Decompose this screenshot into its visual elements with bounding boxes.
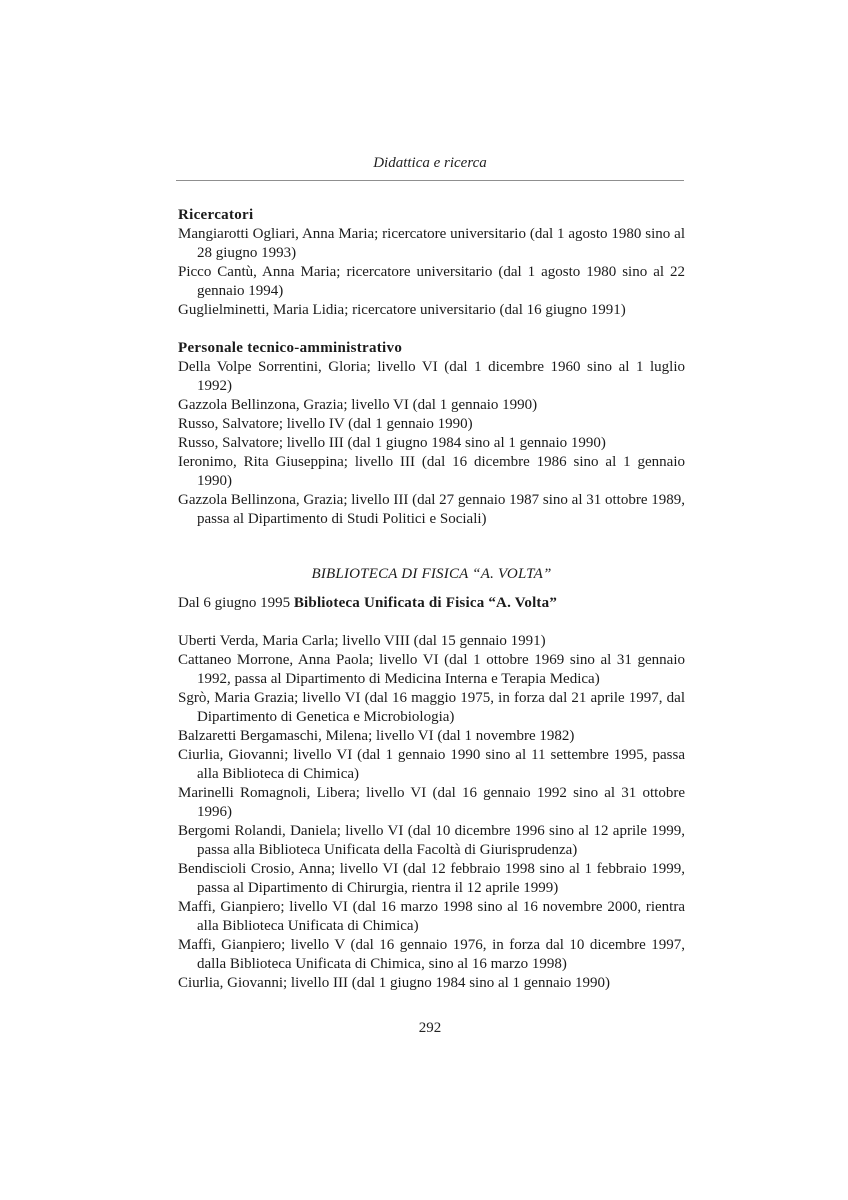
personnel-entry: Marinelli Romagnoli, Libera; livello VI (dal 16 gennaio 1992 sino al 31 ottobre 1996): [178, 785, 685, 820]
personnel-entry: Uberti Verda, Maria Carla; livello VIII (dal 15 gennaio 1991): [178, 633, 546, 649]
personnel-entry: Guglielminetti, Maria Lidia; ricercatore universitario (dal 16 giugno 1991): [178, 302, 626, 318]
personnel-entry: Maffi, Gianpiero; livello VI (dal 16 marzo 1998 sino al 16 novembre 2000, rientra alla Biblioteca Unificata di Chimica): [178, 899, 685, 934]
page-number: 292: [418, 1020, 442, 1036]
personnel-entry: Bendiscioli Crosio, Anna; livello VI (dal 12 febbraio 1998 sino al 1 febbraio 1999, passa al Dipartimento di Chirurgia, rientra il 12 aprile 1999): [178, 861, 685, 896]
section-ricercatori: [178, 206, 685, 320]
personnel-entry: Ciurlia, Giovanni; livello III (dal 1 giugno 1984 sino al 1 gennaio 1990): [178, 975, 611, 991]
biblioteca-section-title: BIBLIOTECA DI FISICA “A. VOLTA”: [311, 566, 552, 582]
page-content: [178, 206, 685, 993]
personnel-entry: Ieronimo, Rita Giuseppina; livello III (dal 16 dicembre 1986 sino al 1 gennaio 1990): [178, 454, 685, 489]
running-header: Didattica e ricerca: [373, 155, 487, 171]
personnel-entry: Gazzola Bellinzona, Grazia; livello III (dal 27 gennaio 1987 sino al 31 ottobre 1989, passa al Dipartimento di Studi Politici e Sociali): [178, 492, 685, 527]
header-rule: [176, 180, 684, 181]
biblioteca-intro-line: [178, 594, 685, 613]
biblioteca-intro-bold-title: Biblioteca Unificata di Fisica “A. Volta”: [293, 595, 558, 611]
section-heading-ricercatori: Ricercatori: [178, 207, 254, 223]
personnel-entry: Della Volpe Sorrentini, Gloria; livello VI (dal 1 dicembre 1960 sino al 1 luglio 1992): [178, 359, 685, 394]
personnel-entry: Russo, Salvatore; livello III (dal 1 giugno 1984 sino al 1 gennaio 1990): [178, 435, 606, 451]
section-heading-personale: Personale tecnico-amministrativo: [178, 340, 403, 356]
personnel-entry: Cattaneo Morrone, Anna Paola; livello VI (dal 1 ottobre 1969 sino al 31 gennaio 1992, passa al Dipartimento di Medicina Interna e Terapia Medica): [178, 652, 685, 687]
biblioteca-entries: [178, 632, 685, 993]
personnel-entry: Maffi, Gianpiero; livello V (dal 16 gennaio 1976, in forza dal 10 dicembre 1997, dalla Biblioteca Unificata di Chimica, sino al 16 marzo 1998): [178, 937, 685, 972]
personnel-entry: Picco Cantù, Anna Maria; ricercatore universitario (dal 1 agosto 1980 sino al 22 gennaio 1994): [178, 264, 685, 299]
section-personale-tecnico: [178, 339, 685, 529]
personnel-entry: Sgrò, Maria Grazia; livello VI (dal 16 maggio 1975, in forza dal 21 aprile 1997, dal Dipartimento di Genetica e Microbiologia): [178, 690, 685, 725]
personnel-entry: Ciurlia, Giovanni; livello VI (dal 1 gennaio 1990 sino al 11 settembre 1995, passa alla Biblioteca di Chimica): [178, 747, 685, 782]
biblioteca-intro-prefix: Dal 6 giugno 1995: [178, 595, 294, 611]
personnel-entry: Russo, Salvatore; livello IV (dal 1 gennaio 1990): [178, 416, 473, 432]
personnel-entry: Mangiarotti Ogliari, Anna Maria; ricercatore universitario (dal 1 agosto 1980 sino al 28 giugno 1993): [178, 226, 685, 261]
personnel-entry: Bergomi Rolandi, Daniela; livello VI (dal 10 dicembre 1996 sino al 12 aprile 1999, passa alla Biblioteca Unificata della Facoltà di Giurisprudenza): [178, 823, 685, 858]
personnel-entry: Balzaretti Bergamaschi, Milena; livello VI (dal 1 novembre 1982): [178, 728, 575, 744]
personnel-entry: Gazzola Bellinzona, Grazia; livello VI (dal 1 gennaio 1990): [178, 397, 538, 413]
